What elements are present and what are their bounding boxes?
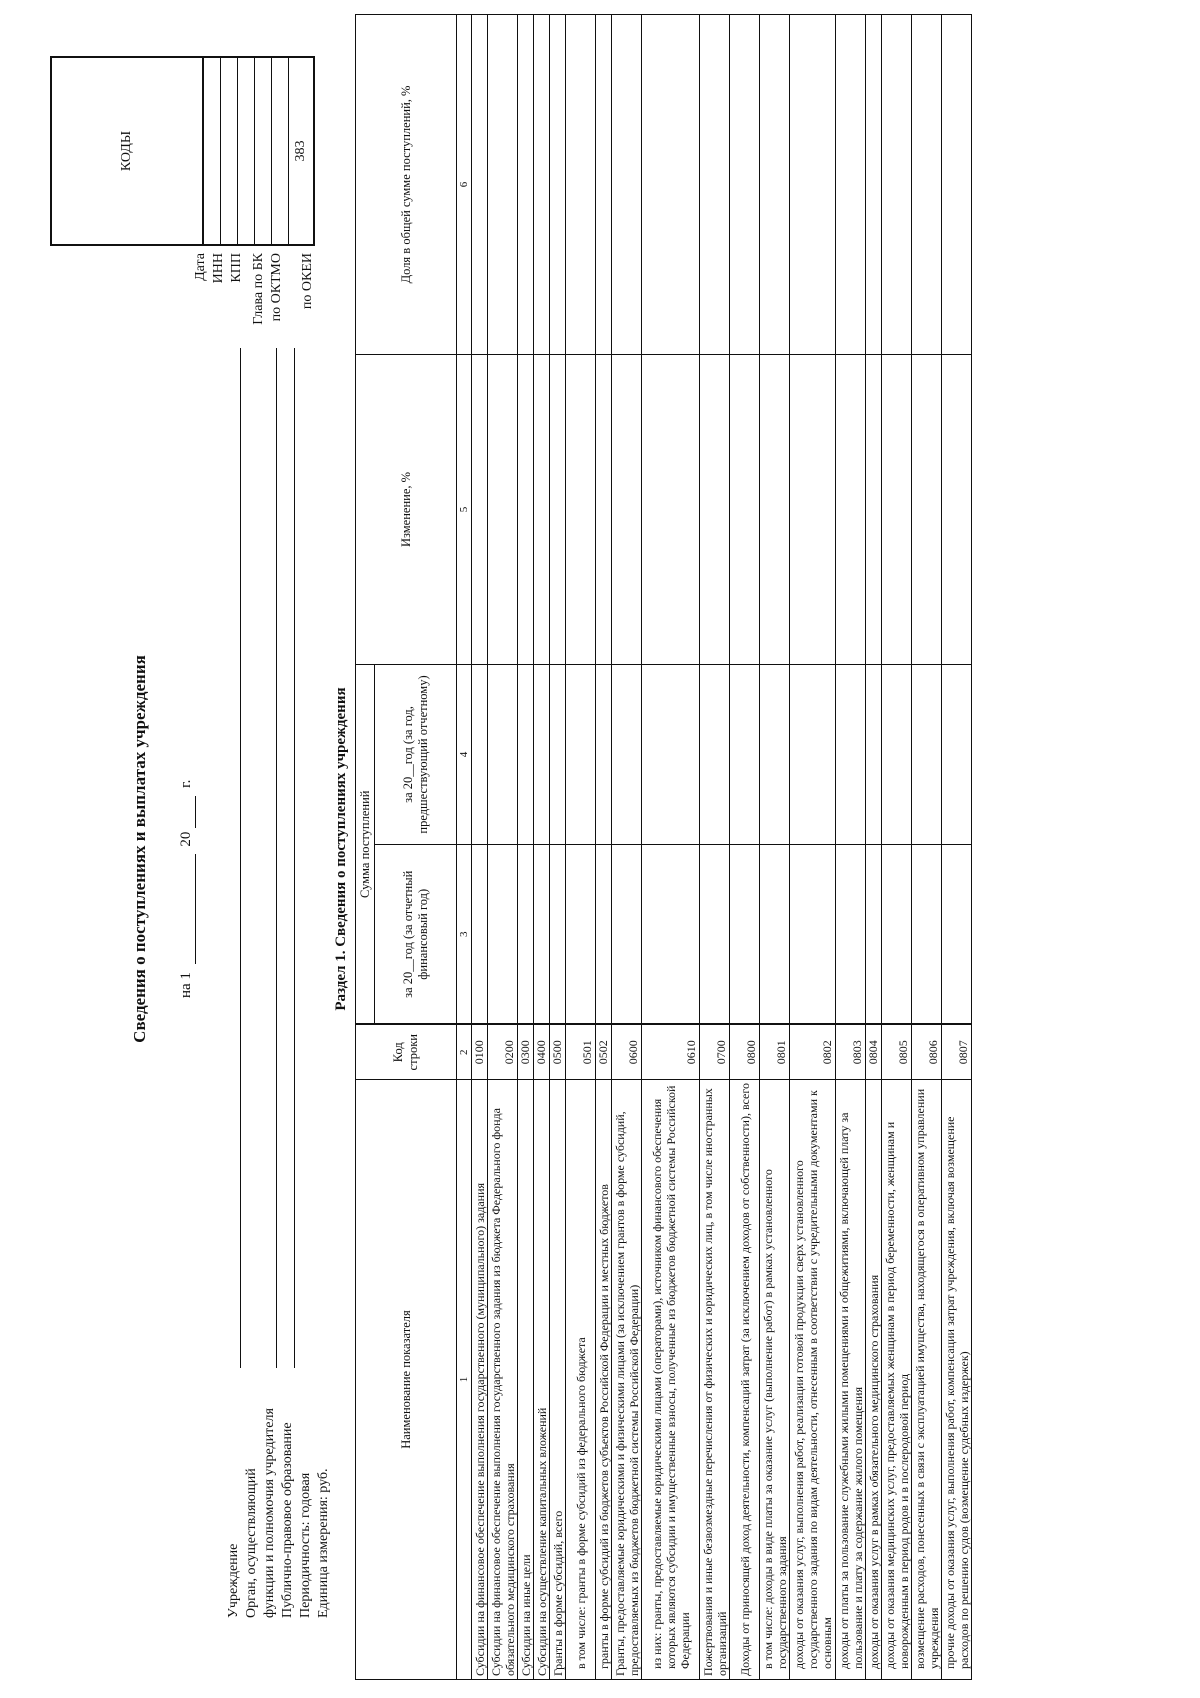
row-share <box>912 14 942 354</box>
row-code: 0805 <box>882 1025 912 1080</box>
row-code: 0803 <box>836 1025 866 1080</box>
row-change <box>472 354 488 664</box>
header-code: Код строки <box>356 1025 457 1080</box>
institution-fill-line <box>240 348 241 1368</box>
row-name: гранты в форме субсидий из бюджетов субъектов Российской Федерации и местных бюджетов <box>596 1080 612 1680</box>
table-row <box>836 14 866 1679</box>
row-sum-prev <box>760 664 790 844</box>
row-change <box>882 354 912 664</box>
row-change <box>942 354 972 664</box>
row-change <box>760 354 790 664</box>
meta-periodicity: Периодичность: годовая <box>298 1472 313 1618</box>
row-change <box>700 354 730 664</box>
row-name: прочие доходы от оказания услуг, выполнения работ, компенсации затрат учреждения, включая возмещение расходов по решению судов (возмещение судебных издержек) <box>942 1080 972 1680</box>
header-share: Доля в общей сумме поступлений, % <box>356 14 457 354</box>
row-share <box>534 14 550 354</box>
codes-header: КОДЫ <box>51 57 203 245</box>
row-sum-current <box>866 845 882 1025</box>
label-date: Дата <box>193 253 208 281</box>
row-sum-current <box>488 845 518 1025</box>
col-number-1: 1 <box>457 1080 472 1680</box>
table-row <box>472 14 488 1679</box>
row-sum-current <box>730 845 760 1025</box>
row-sum-current <box>882 845 912 1025</box>
row-sum-prev <box>534 664 550 844</box>
meta-founder-line1: Орган, осуществляющий <box>244 1468 259 1618</box>
row-code: 0501 <box>566 1025 596 1080</box>
row-name: доходы от платы за пользование служебными жилыми помещениями и общежитиями, включающей плату за пользование и плату за содержание жилого помещения <box>836 1080 866 1680</box>
row-share <box>790 14 836 354</box>
code-kpp-cell <box>238 57 255 245</box>
year-prefix: 20 <box>178 831 194 847</box>
row-sum-prev <box>612 664 642 844</box>
row-sum-current <box>566 845 596 1025</box>
public-entity-fill-line <box>294 348 295 1368</box>
row-code: 0600 <box>612 1025 642 1080</box>
row-name: Пожертвования и иные безвозмездные перечисления от физических и юридических лиц, в том числе иностранных организаций <box>700 1080 730 1680</box>
row-sum-prev <box>882 664 912 844</box>
label-kpp: КПП <box>229 253 244 283</box>
row-change <box>550 354 566 664</box>
row-change <box>642 354 700 664</box>
row-sum-prev <box>550 664 566 844</box>
row-name: доходы от оказания медицинских услуг, предоставляемых женщинам в период беременности, женщинам и новорожденным в период родов и в послеродовой период <box>882 1080 912 1680</box>
code-oktmo-cell <box>272 57 289 245</box>
row-sum-current <box>700 845 730 1025</box>
row-share <box>942 14 972 354</box>
row-sum-prev <box>472 664 488 844</box>
table-row <box>566 14 596 1679</box>
row-sum-current <box>642 845 700 1025</box>
table-row <box>642 14 700 1679</box>
row-name: доходы от оказания услуг, выполнения работ, реализации готовой продукции сверх установленного государственного задания по видам деятельности, отнесенным в соответствии с учредительными документами к основным <box>790 1080 836 1680</box>
row-share <box>730 14 760 354</box>
report-date-line <box>178 780 196 998</box>
table-row <box>488 14 518 1679</box>
row-sum-current <box>534 845 550 1025</box>
row-change <box>836 354 866 664</box>
table-row <box>866 14 882 1679</box>
row-sum-prev <box>488 664 518 844</box>
meta-public-entity: Публично-правовое образование <box>280 1422 295 1618</box>
row-sum-current <box>760 845 790 1025</box>
table-row <box>790 14 836 1679</box>
row-code: 0700 <box>700 1025 730 1080</box>
row-share <box>596 14 612 354</box>
col-number-5: 5 <box>457 354 472 664</box>
receipts-table <box>355 14 972 1680</box>
header-change: Изменение, % <box>356 354 457 664</box>
row-code: 0800 <box>730 1025 760 1080</box>
row-sum-current <box>836 845 866 1025</box>
row-code: 0807 <box>942 1025 972 1080</box>
row-sum-current <box>912 845 942 1025</box>
table-row <box>700 14 730 1679</box>
meta-founder-line2: функции и полномочия учредителя <box>262 1408 277 1618</box>
row-change <box>612 354 642 664</box>
row-name: доходы от оказания услуг в рамках обязательного медицинского страхования <box>866 1080 882 1680</box>
row-share <box>472 14 488 354</box>
row-sum-current <box>550 845 566 1025</box>
document-title: Сведения о поступлениях и выплатах учреждения <box>130 655 149 1043</box>
date-blank <box>178 854 196 964</box>
row-code: 0802 <box>790 1025 836 1080</box>
code-date-cell <box>203 57 221 245</box>
meta-institution: Учреждение <box>226 1543 241 1618</box>
date-suffix: г. <box>178 779 194 788</box>
row-sum-current <box>790 845 836 1025</box>
header-sum-group: Сумма поступлений <box>356 664 375 1024</box>
table-row <box>534 14 550 1679</box>
row-share <box>882 14 912 354</box>
row-name: Гранты в форме субсидий, всего <box>550 1080 566 1680</box>
row-sum-current <box>942 845 972 1025</box>
table-row <box>596 14 612 1679</box>
row-change <box>534 354 550 664</box>
row-sum-prev <box>700 664 730 844</box>
row-code: 0610 <box>642 1025 700 1080</box>
row-name: Субсидии на финансовое обеспечение выполнения государственного (муниципального) задания <box>472 1080 488 1680</box>
table-row <box>942 14 972 1679</box>
row-code: 0100 <box>472 1025 488 1080</box>
founder-fill-line <box>276 348 277 1368</box>
row-share <box>866 14 882 354</box>
row-sum-prev <box>836 664 866 844</box>
row-sum-current <box>612 845 642 1025</box>
row-name: возмещение расходов, понесенных в связи с эксплуатацией имущества, находящегося в оперативном управлении учреждения <box>912 1080 942 1680</box>
label-oktmo: по ОКТМО <box>269 253 284 322</box>
row-sum-prev <box>866 664 882 844</box>
label-glava-bk: Глава по БК <box>251 253 266 325</box>
label-okei: по ОКЕИ <box>300 253 315 310</box>
row-share <box>488 14 518 354</box>
row-sum-current <box>596 845 612 1025</box>
row-code: 0806 <box>912 1025 942 1080</box>
row-code: 0200 <box>488 1025 518 1080</box>
row-change <box>730 354 760 664</box>
col-number-4: 4 <box>457 664 472 844</box>
row-sum-prev <box>912 664 942 844</box>
row-change <box>566 354 596 664</box>
row-name: Доходы от приносящей доход деятельности, компенсаций затрат (за исключением доходов от собственности), всего <box>730 1080 760 1680</box>
row-share <box>566 14 596 354</box>
row-share <box>760 14 790 354</box>
row-name: из них: гранты, предоставляемые юридическими лицами (операторами), источником финансового обеспечения которых являются субсидии и имущественные взносы, полученные из бюджетов бюджетной системы Российской Федерации <box>642 1080 700 1680</box>
row-change <box>488 354 518 664</box>
code-glava-bk-cell <box>255 57 272 245</box>
row-change <box>790 354 836 664</box>
col-number-3: 3 <box>457 845 472 1025</box>
table-row <box>612 14 642 1679</box>
row-name: Субсидии на финансовое обеспечение выполнения государственного задания из бюджета Федерального фонда обязательного медицинского страхования <box>488 1080 518 1680</box>
col-number-6: 6 <box>457 14 472 354</box>
row-change <box>866 354 882 664</box>
row-code: 0801 <box>760 1025 790 1080</box>
table-row <box>730 14 760 1679</box>
codes-box <box>50 56 315 246</box>
row-name: в том числе: гранты в форме субсидий из федерального бюджета <box>566 1080 596 1680</box>
row-share <box>550 14 566 354</box>
year-blank <box>178 796 196 828</box>
header-name: Наименование показателя <box>356 1080 457 1680</box>
row-change <box>912 354 942 664</box>
table-row <box>550 14 566 1679</box>
row-sum-prev <box>596 664 612 844</box>
table-row <box>518 14 534 1679</box>
row-sum-prev <box>566 664 596 844</box>
row-share <box>518 14 534 354</box>
row-share <box>700 14 730 354</box>
row-name: Гранты, предоставляемые юридическими и физическими лицами (за исключением грантов в форме субсидий, предоставляемых из бюджетов бюджетной системы Российской Федерации) <box>612 1080 642 1680</box>
row-sum-prev <box>518 664 534 844</box>
row-share <box>836 14 866 354</box>
row-sum-prev <box>642 664 700 844</box>
row-name: в том числе: доходы в виде платы за оказание услуг (выполнение работ) в рамках установленного государственного задания <box>760 1080 790 1680</box>
section-title: Раздел 1. Сведения о поступлениях учреждения <box>333 687 349 1011</box>
row-code: 0500 <box>550 1025 566 1080</box>
code-okei-cell: 383 <box>289 57 315 245</box>
row-change <box>596 354 612 664</box>
table-row <box>912 14 942 1679</box>
code-inn-cell <box>221 57 238 245</box>
row-code: 0502 <box>596 1025 612 1080</box>
row-share <box>612 14 642 354</box>
col-number-2: 2 <box>457 1025 472 1080</box>
row-share <box>642 14 700 354</box>
row-sum-prev <box>730 664 760 844</box>
table-row <box>882 14 912 1679</box>
table-row <box>760 14 790 1679</box>
header-sum-current: за 20__год (за отчетный финансовый год) <box>375 845 457 1025</box>
row-change <box>518 354 534 664</box>
row-name: Субсидии на иные цели <box>518 1080 534 1680</box>
row-sum-current <box>472 845 488 1025</box>
row-name: Субсидии на осуществление капитальных вложений <box>534 1080 550 1680</box>
label-inn: ИНН <box>211 253 226 284</box>
header-sum-prev: за 20__год (за год, предшествующий отчетному) <box>375 664 457 844</box>
row-code: 0400 <box>534 1025 550 1080</box>
row-sum-current <box>518 845 534 1025</box>
row-sum-prev <box>790 664 836 844</box>
meta-unit: Единица измерения: руб. <box>316 1468 331 1618</box>
row-sum-prev <box>942 664 972 844</box>
date-prefix: на 1 <box>178 972 194 998</box>
row-code: 0804 <box>866 1025 882 1080</box>
row-code: 0300 <box>518 1025 534 1080</box>
